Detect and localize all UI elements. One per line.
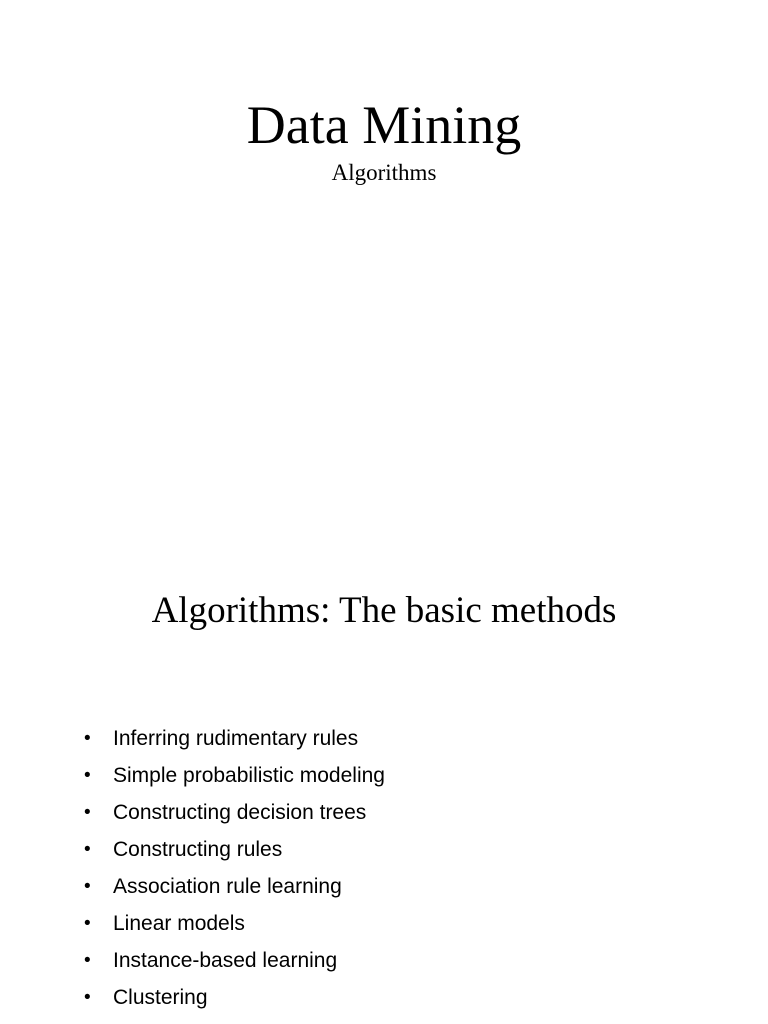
list-item-text: Association rule learning (113, 875, 342, 898)
list-item-text: Inferring rudimentary rules (113, 727, 359, 750)
bullet-icon: • (84, 839, 91, 860)
list-item-text: Linear models (113, 912, 245, 935)
bullet-icon: • (84, 950, 91, 971)
bullet-list (84, 720, 385, 1016)
list-item-text: Simple probabilistic modeling (113, 764, 385, 787)
list-item (84, 720, 385, 757)
list-item (84, 979, 385, 1016)
list-item (84, 905, 385, 942)
list-item-text: Clustering (113, 986, 208, 1009)
list-item-text: Instance-based learning (113, 949, 338, 972)
list-item (84, 794, 385, 831)
list-item-text: Constructing rules (113, 838, 283, 861)
bullet-icon: • (84, 987, 91, 1008)
section-title: Algorithms: The basic methods (151, 590, 617, 631)
bullet-icon: • (84, 765, 91, 786)
list-item (84, 757, 385, 794)
list-item (84, 868, 385, 905)
bullet-icon: • (84, 802, 91, 823)
slide-title: Data Mining (246, 95, 522, 155)
list-item-text: Constructing decision trees (113, 801, 367, 824)
bullet-icon: • (84, 876, 91, 897)
list-item (84, 942, 385, 979)
bullet-icon: • (84, 728, 91, 749)
slide-subtitle: Algorithms (331, 160, 437, 185)
list-item (84, 831, 385, 868)
bullet-icon: • (84, 913, 91, 934)
